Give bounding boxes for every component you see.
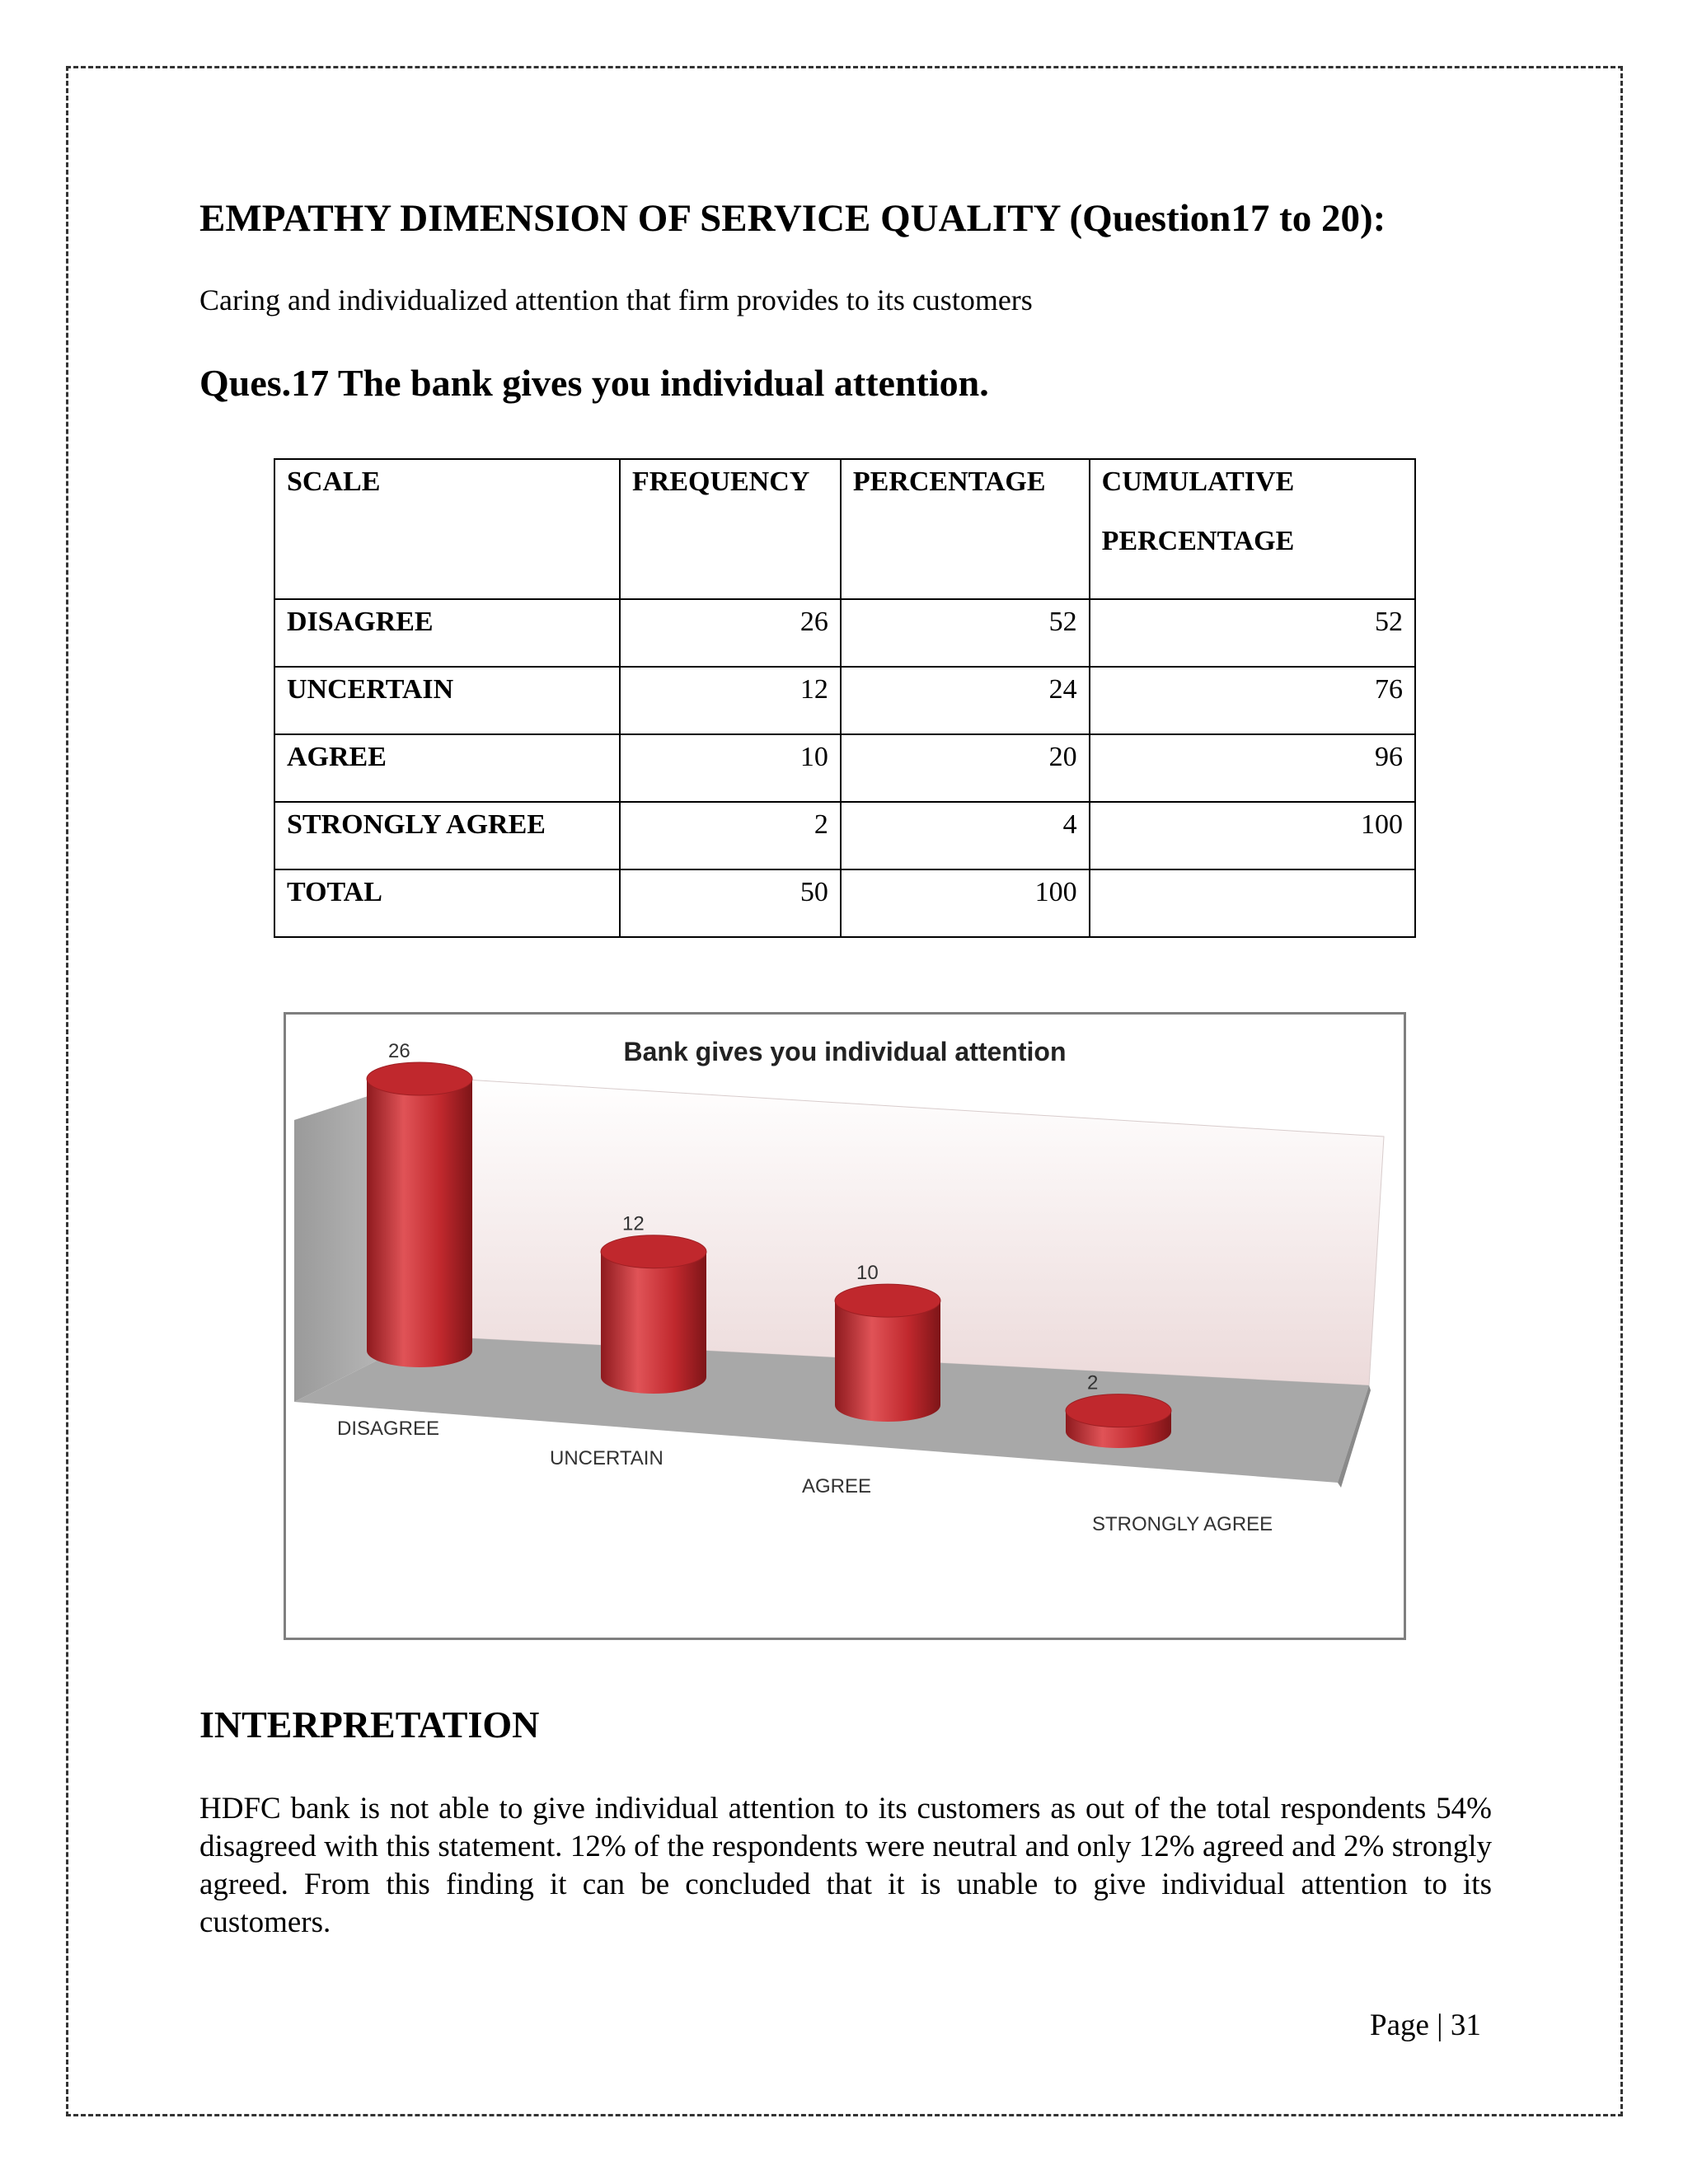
cell-frequency: 10: [620, 734, 841, 802]
chart-bar-top: [367, 1062, 472, 1095]
cell-percentage: 100: [841, 869, 1090, 937]
cell-scale: AGREE: [274, 734, 620, 802]
table-row: [274, 599, 1415, 667]
table-row: [274, 667, 1415, 734]
cell-cumulative: 96: [1090, 734, 1415, 802]
table-row: [274, 802, 1415, 869]
cell-cumulative: [1090, 869, 1415, 937]
page-number: Page | 31: [1370, 2008, 1481, 2042]
chart-bar: [367, 1062, 472, 1367]
cell-frequency: 12: [620, 667, 841, 734]
chart-bar-top: [601, 1235, 706, 1268]
chart-value-label: 12: [622, 1212, 645, 1235]
cell-scale: UNCERTAIN: [274, 667, 620, 734]
header-frequency: FREQUENCY: [620, 459, 841, 599]
table-row-total: [274, 869, 1415, 937]
header-cumulative-line1: CUMULATIVE: [1101, 466, 1295, 497]
interpretation-body: HDFC bank is not able to give individual attention to its customers as out of the total respondents 54% disagreed with this statement. 12% of the respondents were neutral and only 12% agreed and 2% strongly agreed. From this finding it can be concluded that it is unable to give individual attention to its customers.: [199, 1792, 1492, 1939]
interpretation-title: INTERPRETATION: [199, 1704, 540, 1746]
chart-bar-body: [367, 1079, 472, 1367]
cell-frequency: 50: [620, 869, 841, 937]
chart-bar: [1066, 1394, 1171, 1448]
cell-percentage: 24: [841, 667, 1090, 734]
chart-category-label: STRONGLY AGREE: [1092, 1513, 1273, 1535]
table-header-row: [274, 459, 1415, 599]
cell-cumulative: 76: [1090, 667, 1415, 734]
chart-bar: [601, 1235, 706, 1394]
chart-bar-top: [835, 1284, 940, 1317]
chart-value-label: 2: [1087, 1371, 1099, 1394]
cell-cumulative: 100: [1090, 802, 1415, 869]
cell-cumulative: 52: [1090, 599, 1415, 667]
chart-category-label: DISAGREE: [337, 1418, 440, 1440]
cell-percentage: 52: [841, 599, 1090, 667]
cell-frequency: 2: [620, 802, 841, 869]
question-title: Ques.17 The bank gives you individual attention.: [199, 362, 989, 404]
chart-bar-top: [1066, 1394, 1171, 1427]
cell-scale: STRONGLY AGREE: [274, 802, 620, 869]
chart-bar-body: [601, 1252, 706, 1394]
chart-value-label: 10: [856, 1262, 879, 1285]
cell-frequency: 26: [620, 599, 841, 667]
chart-bar: [835, 1284, 940, 1422]
table-row: [274, 734, 1415, 802]
chart-value-label: 26: [388, 1040, 410, 1062]
section-heading: EMPATHY DIMENSION OF SERVICE QUALITY (Question17 to 20):: [199, 197, 1386, 240]
chart-category-label: AGREE: [802, 1475, 872, 1497]
cell-scale: TOTAL: [274, 869, 620, 937]
cell-percentage: 4: [841, 802, 1090, 869]
chart-title: Bank gives you individual attention: [623, 1037, 1067, 1066]
header-scale: SCALE: [274, 459, 620, 599]
header-percentage: PERCENTAGE: [841, 459, 1090, 599]
cell-scale: DISAGREE: [274, 599, 620, 667]
section-description: Caring and individualized attention that firm provides to its customers: [199, 284, 1033, 316]
header-cumulative-line2: PERCENTAGE: [1101, 526, 1295, 556]
chart-bar-body: [835, 1301, 940, 1422]
header-cumulative-percentage: [1090, 459, 1415, 599]
bar-chart: [284, 1012, 1406, 1640]
chart-svg: [286, 1015, 1404, 1638]
frequency-table: [274, 458, 1416, 938]
chart-category-label: UNCERTAIN: [550, 1447, 663, 1469]
cell-percentage: 20: [841, 734, 1090, 802]
